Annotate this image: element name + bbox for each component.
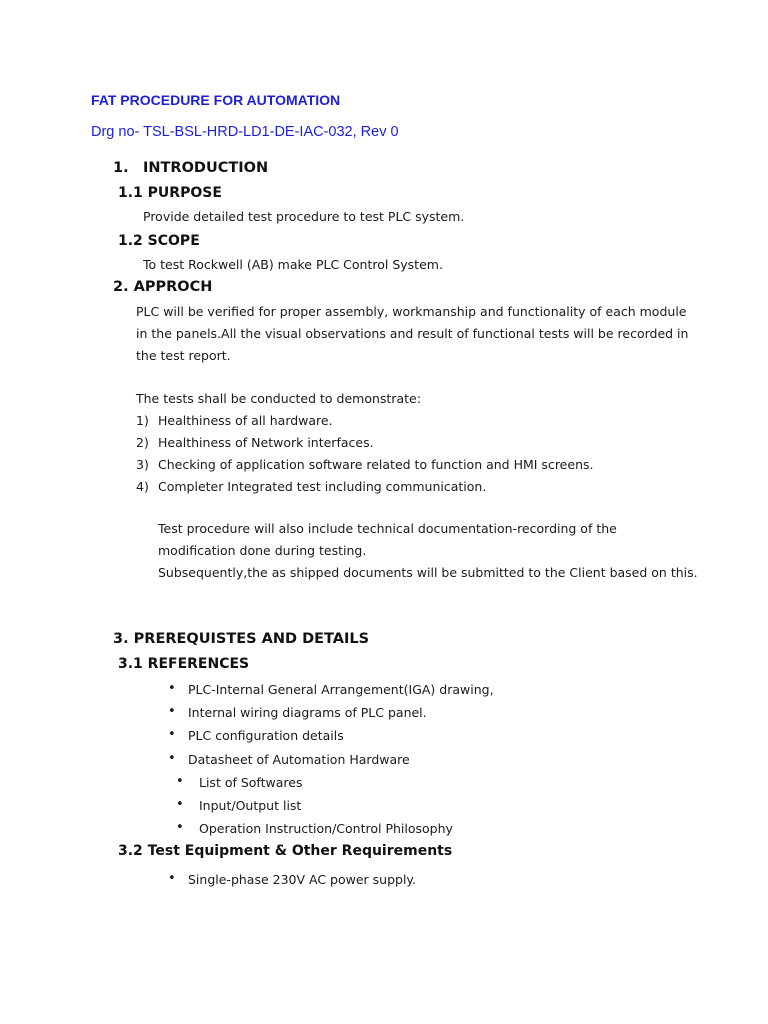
bullet-icon: • — [176, 774, 184, 789]
reference-subitem: List of Softwares — [199, 775, 303, 790]
list-item-number: 4) — [136, 479, 149, 494]
reference-item: PLC configuration details — [188, 728, 344, 743]
bullet-icon: • — [176, 820, 184, 835]
bullet-icon: • — [168, 727, 176, 742]
section-3-2-heading: 3.2 Test Equipment & Other Requirements — [118, 843, 453, 859]
reference-item: Datasheet of Automation Hardware — [188, 752, 410, 767]
section-3-1-heading: 3.1 REFERENCES — [118, 656, 250, 672]
section-1-heading: INTRODUCTION — [143, 160, 269, 176]
purpose-text: Provide detailed test procedure to test PLC system. — [143, 209, 465, 224]
bullet-icon: • — [168, 751, 176, 766]
reference-subitem: Input/Output list — [199, 798, 302, 813]
list-item: Completer Integrated test including communication. — [158, 479, 487, 494]
bullet-icon: • — [176, 797, 184, 812]
requirement-item: Single-phase 230V AC power supply. — [188, 872, 417, 887]
section-3-heading: 3. PREREQUISTES AND DETAILS — [113, 631, 370, 647]
drawing-number: Drg no- TSL-BSL-HRD-LD1-DE-IAC-032, Rev 0 — [91, 124, 399, 140]
list-item: Healthiness of all hardware. — [158, 413, 333, 428]
reference-item: Internal wiring diagrams of PLC panel. — [188, 705, 427, 720]
section-1-number: 1. — [113, 160, 129, 176]
section-2-heading: 2. APPROCH — [113, 279, 213, 295]
bullet-icon: • — [168, 681, 176, 696]
reference-subitem: Operation Instruction/Control Philosophy — [199, 821, 453, 836]
scope-text: To test Rockwell (AB) make PLC Control System. — [143, 257, 443, 272]
shipped-documents-paragraph: Subsequently,the as shipped documents will be submitted to the Client based on this. — [158, 565, 698, 580]
list-item: Healthiness of Network interfaces. — [158, 435, 374, 450]
documentation-paragraph: Test procedure will also include technical documentation-recording of the modification done during testing. — [158, 521, 617, 558]
section-1-2-heading: 1.2 SCOPE — [118, 233, 200, 249]
document-title: FAT PROCEDURE FOR AUTOMATION — [91, 92, 341, 108]
reference-item: PLC-Internal General Arrangement(IGA) drawing, — [188, 682, 494, 697]
tests-intro: The tests shall be conducted to demonstrate: — [136, 391, 421, 406]
list-item-number: 3) — [136, 457, 149, 472]
list-item-number: 1) — [136, 413, 149, 428]
bullet-icon: • — [168, 704, 176, 719]
list-item-number: 2) — [136, 435, 149, 450]
list-item: Checking of application software related to function and HMI screens. — [158, 457, 594, 472]
bullet-icon: • — [168, 871, 176, 886]
section-1-1-heading: 1.1 PURPOSE — [118, 185, 222, 201]
approach-paragraph: PLC will be verified for proper assembly, workmanship and functionality of each module in the panels.All the visual observations and result of functional tests will be recorded in the test report. — [136, 304, 689, 363]
